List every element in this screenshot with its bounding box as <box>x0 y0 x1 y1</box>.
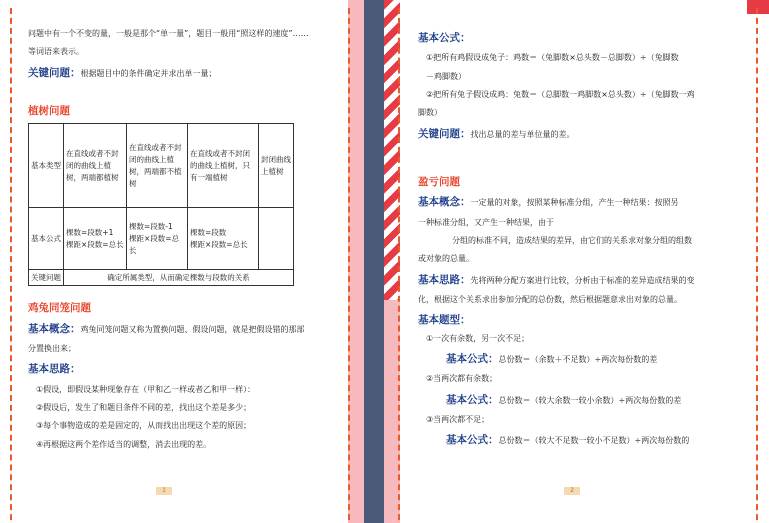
row1-cell: 封闭曲线上植树 <box>259 124 294 208</box>
chicken-concept-2: 分置换出来； <box>28 343 76 353</box>
row1-cell: 在直线或者不封闭的曲线上植树，只有一端植树 <box>188 124 259 208</box>
type-case: ③当两次都不足； <box>426 415 490 425</box>
chicken-concept-label: 基本概念： <box>28 322 81 335</box>
row1-cell: 在直线或者不封闭的曲线上植树，两端都不植树 <box>127 124 188 208</box>
profit-thinking-label: 基本思路： <box>418 273 471 286</box>
left-content <box>28 28 328 457</box>
type-formula <box>426 432 738 448</box>
key-issue <box>28 65 328 81</box>
left-page <box>0 0 364 523</box>
profit-thinking-2: 化，根据这个关系求出参加分配的总份数，然后根据题意求出对象的总量。 <box>418 295 682 305</box>
type-formula-label: 基本公式： <box>446 353 499 366</box>
page-number: 2 <box>564 487 580 495</box>
tree-table <box>28 123 294 286</box>
row2-cell: 棵数=段数-1 棵距×段数=总长 <box>127 208 188 270</box>
formula-2: ②把所有兔子假设成鸡：兔数＝（总脚数一鸡脚数×总头数）÷（兔脚数一鸡 <box>426 90 695 100</box>
type-formula-text: 总份数＝（较大不足数一较小不足数）÷两次每份数的 <box>498 436 690 446</box>
key-issue-label: 关键问题： <box>28 66 81 79</box>
chicken-step: ②假设后，发生了和题目条件不同的差，找出这个差是多少； <box>36 402 252 412</box>
key-issue-right <box>418 126 738 142</box>
profit-concept-3: 分组的标准不同，造成结果的差异，由它们的关系求对象分组的组数 <box>452 236 692 246</box>
left-pink-strip <box>348 0 364 523</box>
row3-cell: 确定所属类型，从而确定棵数与段数的关系 <box>64 270 294 286</box>
type-formula-label: 基本公式： <box>446 393 499 406</box>
type-case: ①一次有余数，另一次不足； <box>426 333 530 343</box>
key-issue-text: 根据题目中的条件确定并求出单一量； <box>80 68 217 78</box>
right-pink-block <box>384 300 400 523</box>
type-formula-label: 基本公式： <box>446 434 499 447</box>
profit-title: 盈亏问题 <box>418 176 460 189</box>
chicken-concept <box>28 321 328 337</box>
profit-concept <box>418 194 738 210</box>
key-issue-right-text: 找出总量的差与单位量的差。 <box>470 129 575 139</box>
formula-1-text: 鸡数＝（兔脚数×总头数－总脚数）÷（兔脚数 <box>513 53 679 63</box>
profit-concept-label: 基本概念： <box>418 196 471 209</box>
right-corner-mark <box>747 0 769 14</box>
row2-cell: 棵数=段数+1 棵距×段数=总长 <box>64 208 127 270</box>
type-formula <box>426 392 738 408</box>
type-case: ②当两次都有余数； <box>426 374 498 384</box>
formula-label: 基本公式： <box>418 32 471 44</box>
table-row <box>29 124 294 208</box>
chicken-step: ④再根据这两个差作适当的调整，消去出现的差。 <box>36 439 212 449</box>
row2-label: 基本公式 <box>29 208 64 270</box>
tree-title: 植树问题 <box>28 105 70 118</box>
chicken-step: ①假设，即假设某种现象存在（甲和乙一样或者乙和甲一样）： <box>36 384 256 394</box>
formula-1 <box>426 52 738 64</box>
table-row <box>29 270 294 286</box>
formula-2-cont: 脚数） <box>418 108 442 118</box>
row2-cell: 棵数=段数 棵距×段数=总长 <box>188 208 259 270</box>
profit-thinking-text: 先将两种分配方案进行比较，分析由于标准的差异造成结果的变 <box>470 275 695 285</box>
formula-1-prefix: ①把所有鸡假设成兔子： <box>426 53 514 63</box>
right-page <box>384 0 769 523</box>
page-gutter <box>364 0 384 523</box>
row2-cell-empty <box>259 208 294 270</box>
intro-line-1: 问题中有一个不变的量，一般是那个“单一量”，题目一般用“照这样的速度”…… <box>28 29 309 38</box>
chicken-title: 鸡兔同笼问题 <box>28 302 91 315</box>
profit-thinking <box>418 272 738 288</box>
row1-label: 基本类型 <box>29 124 64 208</box>
table-row <box>29 208 294 270</box>
type-formula-text: 总份数＝（较大余数一较小余数）÷两次每份数的差 <box>498 395 682 405</box>
profit-concept-4: 或对象的总量。 <box>418 254 474 264</box>
right-content <box>418 30 738 455</box>
key-issue-right-label: 关键问题： <box>418 127 471 140</box>
profit-concept-2: 一种标准分组，又产生一种结果，由于 <box>418 217 554 227</box>
type-formula-text: 总份数＝（余数＋不足数）÷两次每份数的差 <box>498 355 658 365</box>
profit-types-label: 基本题型： <box>418 314 471 327</box>
type-formula <box>426 351 738 367</box>
row3-label: 关键问题 <box>29 270 64 286</box>
chicken-step: ③每个事物造成的差是固定的，从而找出出现这个差的原因； <box>36 421 252 431</box>
formula-1-cont: －鸡脚数） <box>426 71 466 81</box>
chicken-concept-text: 鸡兔同笼问题又称为置换问题、假设问题，就是把假设错的那部 <box>80 324 305 334</box>
row1-cell: 在直线或者不封闭的曲线上植树，两端都植树 <box>64 124 127 208</box>
profit-concept-text: 一定量的对象，按照某种标准分组，产生一种结果：按照另 <box>470 198 679 208</box>
chicken-thinking-label: 基本思路： <box>28 363 81 376</box>
intro-line-2: 等词语来表示。 <box>28 47 84 57</box>
page-number: 1 <box>156 487 172 495</box>
